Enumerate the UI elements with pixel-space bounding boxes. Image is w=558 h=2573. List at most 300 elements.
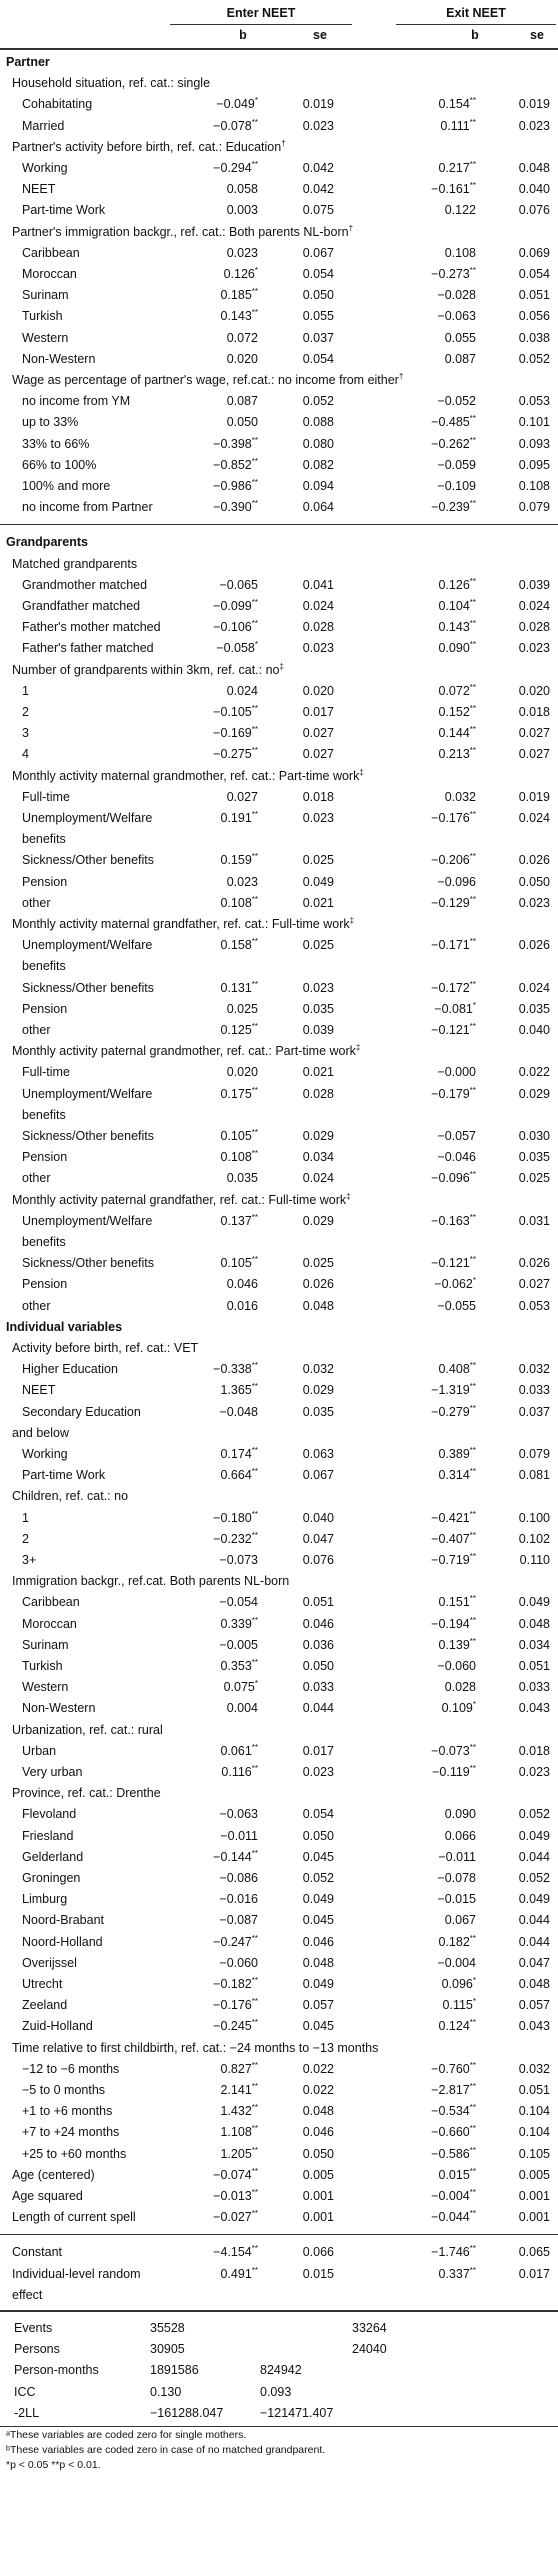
cell-value: 0.046 [302, 2125, 334, 2140]
cell-value: 0.021 [302, 1065, 334, 1080]
table-row [0, 1296, 558, 1317]
cell-value: −0.121** [431, 1021, 476, 1037]
cell-value: 0.056 [518, 309, 550, 324]
cell-value: 0.050 [302, 288, 334, 303]
table-row [0, 1465, 558, 1486]
cell-value: 0.024 [518, 980, 550, 995]
row-label: Groningen [22, 1871, 81, 1885]
row-label: Full-time [22, 1065, 70, 1080]
cell-value: 0.032 [518, 1362, 550, 1377]
table-row [0, 596, 558, 617]
cell-value: 0.027 [302, 726, 334, 741]
cell-value: 0.005 [302, 2167, 334, 2182]
row-label: Unemployment/Welfare [22, 938, 153, 953]
cell-value: 0.026 [518, 1256, 550, 1271]
row-label: Limburg [22, 1892, 68, 1907]
row-label: benefits [22, 1107, 66, 1122]
cell-value: −1.319** [431, 1382, 476, 1398]
cell-value: −0.011 [220, 1828, 258, 1843]
cell-value: 0.090** [438, 640, 476, 656]
row-label: other [22, 895, 51, 910]
table-row [0, 1677, 558, 1698]
cell-value: 0.035 [226, 1171, 258, 1186]
table-row [0, 1147, 558, 1168]
cell-value: −0.760** [431, 2060, 476, 2076]
cell-value: −0.074** [213, 2166, 258, 2182]
cell-value: 0.152** [438, 703, 476, 719]
cell-value: −0.407** [431, 1530, 476, 1546]
cell-value: −0.099** [213, 597, 258, 613]
cell-value: 0.104 [518, 2104, 550, 2119]
cell-value: 0.033 [518, 1383, 550, 1398]
cell-value: −0.016 [219, 1892, 258, 1907]
cell-value: 0.022 [302, 2061, 334, 2076]
cell-value: 0.035 [302, 1001, 334, 1016]
row-label: 1 [22, 1510, 29, 1525]
cell-value: 0.027 [518, 726, 550, 741]
footnote-rule [0, 2426, 558, 2427]
cell-value: 0.151** [438, 1594, 476, 1610]
table-row [0, 1995, 558, 2016]
cell-value: 0.159** [220, 852, 258, 868]
table-row [0, 956, 558, 977]
cell-value: 0.044 [518, 1913, 550, 1928]
cell-value: 0.026 [302, 1277, 334, 1292]
cell-value: 0.022 [518, 1065, 550, 1080]
cell-value: 0.076 [302, 1553, 334, 1567]
table-row [0, 2101, 558, 2122]
row-label: −12 to −6 months [22, 2061, 120, 2076]
cell-value: 0.087 [226, 394, 258, 409]
subheader-row [0, 914, 558, 935]
cell-value: 0.017 [302, 705, 334, 719]
cell-value: 0.081 [518, 1468, 550, 1483]
cell-value: 0.055 [444, 330, 476, 345]
cell-value: 0.139** [438, 1636, 476, 1652]
cell-value: 0.353** [220, 1657, 258, 1673]
cell-value: 0.049 [302, 874, 334, 889]
footnote: ᵃThese variables are coded zero for single mothers. [6, 2429, 247, 2441]
cell-value: 0.048 [302, 1955, 334, 1970]
table-row [0, 243, 558, 264]
cell-value: 0.001 [518, 2189, 550, 2203]
row-label: Pension [22, 1277, 68, 1292]
table-row [0, 787, 558, 808]
row-label: other [22, 1171, 51, 1186]
cell-value: 0.064 [302, 500, 334, 515]
cell-value: 0.039 [518, 577, 550, 592]
cell-value: 0.025 [302, 1256, 334, 1271]
cell-value: 0.042 [302, 161, 334, 175]
row-label: Urban [22, 1743, 57, 1758]
row-label: +25 to +60 months [22, 2146, 127, 2161]
cell-value: −0.169** [213, 725, 258, 741]
cell-value: 0.054 [302, 267, 334, 281]
summary-enter: −161288.047 [150, 2405, 224, 2420]
cell-value: 0.213** [438, 746, 476, 762]
row-label: Grandmother matched [22, 577, 148, 592]
summary-enter: 1891586 [150, 2363, 199, 2378]
table-row [0, 1380, 558, 1401]
row-label: Surinam [22, 1637, 69, 1652]
row-label: Monthly activity paternal grandfather, ref. cat.: Full-time work‡ [12, 1191, 351, 1207]
row-label: Time relative to first childbirth, ref. cat.: −24 months to −13 months [12, 2040, 379, 2055]
row-label: Moroccan [22, 267, 77, 281]
row-label: Unemployment/Welfare [22, 1086, 153, 1101]
cell-value: 0.050 [302, 2146, 334, 2161]
row-label: Province, ref. cat.: Drenthe [12, 1786, 161, 1801]
row-label: +1 to +6 months [22, 2104, 113, 2119]
cell-value: 0.001 [302, 2189, 334, 2203]
cell-value: −0.262** [431, 435, 476, 451]
cell-value: 0.076 [518, 203, 550, 218]
cell-value: 0.019 [302, 97, 334, 112]
table-row [0, 2186, 558, 2207]
table-row [0, 1062, 558, 1083]
row-label: Pension [22, 1001, 68, 1016]
cell-value: −0.294** [213, 159, 258, 175]
cell-value: 0.023 [518, 641, 550, 656]
subheader-row [0, 1041, 558, 1062]
table-row [0, 285, 558, 306]
header-exit-neet: Exit NEET [446, 6, 506, 20]
cell-value: 0.051 [518, 1659, 550, 1673]
row-label: up to 33% [22, 415, 79, 430]
row-label: Higher Education [22, 1362, 118, 1377]
header-rule [0, 48, 558, 50]
cell-value: 0.023 [518, 1765, 550, 1779]
cell-value: 0.827** [220, 2060, 258, 2076]
table-row [0, 391, 558, 412]
row-label: Moroccan [22, 1616, 77, 1631]
cell-value: 0.049 [518, 1892, 550, 1907]
table-row [0, 575, 558, 596]
cell-value: 0.042 [302, 182, 334, 197]
table-row [0, 2285, 558, 2306]
row-label: Matched grandparents [12, 556, 138, 571]
row-label: Grandfather matched [22, 599, 141, 613]
subheader-row [0, 660, 558, 681]
cell-value: 0.020 [226, 1065, 258, 1080]
table-row [0, 1698, 558, 1719]
row-label: Father's mother matched [22, 620, 161, 635]
row-label: Full-time [22, 789, 70, 804]
cell-value: 0.022 [302, 2083, 334, 2097]
table-row [0, 1084, 558, 1105]
summary-exit: 824942 [260, 2363, 302, 2378]
cell-value: 0.037 [518, 1404, 550, 1419]
cell-value: 0.001 [518, 2210, 550, 2225]
table-row [0, 1550, 558, 1571]
cell-value: 0.034 [518, 1637, 550, 1652]
cell-value: −0.161** [431, 181, 476, 197]
footnote: ᵇThese variables are coded zero in case of no matched grandparent. [6, 2444, 326, 2456]
summary-row [0, 2382, 558, 2403]
cell-value: 0.023 [518, 118, 550, 133]
summary-label: ICC [14, 2384, 36, 2399]
cell-value: 0.034 [302, 1150, 334, 1165]
row-label: Sickness/Other benefits [22, 1256, 155, 1271]
row-label: 3+ [22, 1553, 37, 1567]
table-row [0, 1614, 558, 1635]
table-row [0, 434, 558, 455]
cell-value: −0.096 [437, 874, 476, 889]
cell-value: −0.106** [213, 619, 258, 635]
cell-value: 0.075* [223, 1679, 258, 1695]
summary-exit: 0.093 [260, 2384, 292, 2399]
summary-row [0, 2339, 558, 2360]
cell-value: 0.024 [302, 1171, 334, 1186]
cell-value: 0.144** [438, 725, 476, 741]
cell-value: 0.025 [302, 938, 334, 953]
summary-exit: −121471.407 [260, 2405, 334, 2420]
cell-value: 0.075 [302, 203, 334, 218]
table-row [0, 744, 558, 765]
cell-value: 0.104 [518, 2125, 550, 2140]
cell-value: −0.057 [437, 1129, 476, 1143]
cell-value: 0.104** [438, 597, 476, 613]
cell-value: −0.176** [213, 1997, 258, 2013]
cell-value: −0.109 [437, 479, 476, 493]
cell-value: 0.027 [518, 1277, 550, 1292]
cell-value: −0.000 [437, 1065, 476, 1080]
cell-value: 0.020 [226, 351, 258, 366]
row-label: Noord-Holland [22, 1934, 103, 1949]
row-label: Non-Western [22, 1701, 96, 1716]
cell-value: 0.049 [518, 1595, 550, 1610]
cell-value: 0.079 [518, 500, 550, 515]
subheader-row [0, 370, 558, 391]
cell-value: 0.122 [444, 203, 476, 218]
cell-value: 0.067 [444, 1913, 476, 1928]
row-label: Age (centered) [12, 2167, 95, 2182]
table-row [0, 497, 558, 518]
cell-value: 0.116** [221, 1763, 258, 1779]
table-row [0, 617, 558, 638]
row-label: −5 to 0 months [22, 2083, 106, 2097]
cell-value: 0.032 [444, 789, 476, 804]
table-row [0, 681, 558, 702]
cell-value: 0.087 [444, 351, 476, 366]
cell-value: 0.023 [302, 118, 334, 133]
cell-value: 1.432** [220, 2103, 258, 2119]
cell-value: −0.065 [219, 577, 258, 592]
col-se-enter: se [313, 28, 327, 42]
row-label: Grandparents [6, 535, 88, 550]
cell-value: −0.015 [437, 1892, 476, 1907]
cell-value: 0.174** [220, 1445, 258, 1461]
table-row [0, 1126, 558, 1147]
table-row [0, 158, 558, 179]
row-label: 2 [22, 705, 29, 719]
row-label: Partner's immigration backgr., ref. cat.: Both parents NL-born† [12, 223, 354, 239]
table-row [0, 638, 558, 659]
cell-value: −0.048 [219, 1404, 258, 1419]
cell-value: 0.055 [302, 309, 334, 324]
row-label: +7 to +24 months [22, 2125, 120, 2140]
cell-value: 1.108** [220, 2124, 258, 2140]
row-label: Partner [6, 55, 50, 69]
cell-value: −0.129** [431, 894, 476, 910]
cell-value: 0.048 [518, 161, 550, 175]
cell-value: 0.072** [438, 682, 476, 698]
cell-value: 0.020 [302, 683, 334, 698]
cell-value: 0.024 [518, 599, 550, 613]
summary-label: Persons [14, 2342, 60, 2357]
cell-value: −0.063 [437, 309, 476, 324]
cell-value: 0.143** [220, 308, 258, 324]
subheader-row [0, 137, 558, 158]
summary-row [0, 2318, 558, 2339]
cell-value: 0.003 [226, 203, 258, 218]
row-label: Non-Western [22, 351, 96, 366]
cell-value: 0.016 [226, 1298, 258, 1313]
cell-value: 0.040 [518, 1023, 550, 1037]
cell-value: 0.021 [302, 895, 334, 910]
cell-value: −0.013** [213, 2187, 258, 2203]
cell-value: 0.036 [302, 1637, 334, 1652]
cell-value: −0.390** [213, 499, 258, 515]
cell-value: 0.023 [226, 245, 258, 260]
table-row [0, 1211, 558, 1232]
cell-value: 0.035 [518, 1150, 550, 1165]
row-label: Number of grandparents within 3km, ref. cat.: no‡ [12, 661, 284, 677]
cell-value: 0.027 [226, 789, 258, 804]
row-label: other [22, 1023, 51, 1037]
cell-value: −0.063 [219, 1807, 258, 1822]
table-row [0, 1953, 558, 1974]
table-row [0, 872, 558, 893]
cell-value: −0.163** [431, 1212, 476, 1228]
table-row [0, 935, 558, 956]
row-label: Utrecht [22, 1977, 63, 1991]
table-row [0, 1804, 558, 1825]
cell-value: −0.534** [431, 2103, 476, 2119]
cell-value: 0.052 [302, 394, 334, 409]
table-row [0, 978, 558, 999]
cell-value: 0.045 [302, 1849, 334, 1864]
summary-rule [0, 2310, 558, 2312]
cell-value: −0.485** [431, 414, 476, 430]
cell-value: 0.069 [518, 245, 550, 260]
cell-value: 0.111** [440, 117, 476, 133]
table-row [0, 850, 558, 871]
cell-value: 0.027 [518, 747, 550, 762]
cell-value: −0.172** [431, 979, 476, 995]
table-row [0, 179, 558, 200]
cell-value: −0.398** [213, 435, 258, 451]
col-se-exit: se [530, 28, 544, 42]
table-row [0, 2207, 558, 2228]
cell-value: 0.057 [302, 1998, 334, 2013]
table-row [0, 264, 558, 285]
section-rule [0, 2234, 558, 2235]
summary-label: -2LL [14, 2405, 40, 2420]
cell-value: 0.025 [518, 1171, 550, 1186]
cell-value: 0.038 [518, 330, 550, 345]
row-label: Sickness/Other benefits [22, 980, 155, 995]
row-label: Cohabitating [22, 97, 93, 112]
summary-exit: 33264 [352, 2321, 387, 2335]
cell-value: 0.090 [444, 1807, 476, 1822]
summary-row [0, 2360, 558, 2381]
table-row [0, 2144, 558, 2165]
col-b-enter: b [239, 28, 247, 42]
cell-value: 0.389** [438, 1445, 476, 1461]
cell-value: 0.035 [302, 1404, 334, 1419]
cell-value: −0.171** [431, 937, 476, 953]
cell-value: 0.049 [518, 1828, 550, 1843]
cell-value: −0.852** [213, 456, 258, 472]
row-label: Turkish [22, 1659, 63, 1673]
cell-value: 0.032 [302, 1362, 334, 1377]
cell-value: 0.023 [302, 811, 334, 825]
cell-value: 0.023 [302, 1765, 334, 1779]
cell-value: −0.176** [431, 809, 476, 825]
row-label: no income from YM [22, 394, 131, 409]
section-header [0, 1317, 558, 1338]
cell-value: 0.491** [220, 2265, 258, 2281]
cell-value: 0.030 [518, 1129, 550, 1143]
row-label: Unemployment/Welfare [22, 1213, 153, 1228]
table-row [0, 1889, 558, 1910]
cell-value: −0.060 [219, 1955, 258, 1970]
cell-value: −0.073** [431, 1742, 476, 1758]
cell-value: 0.044 [518, 1934, 550, 1949]
cell-value: 0.040 [518, 182, 550, 197]
cell-value: 0.052 [518, 351, 550, 366]
cell-value: −2.817** [431, 2081, 476, 2097]
cell-value: 0.028 [302, 1086, 334, 1101]
summary-enter: 35528 [150, 2321, 185, 2335]
cell-value: 0.023 [302, 980, 334, 995]
table-row [0, 1656, 558, 1677]
cell-value: 0.044 [302, 1701, 334, 1716]
table-row [0, 2059, 558, 2080]
row-label: benefits [22, 959, 66, 974]
cell-value: −0.194** [431, 1615, 476, 1631]
cell-value: 0.061** [220, 1742, 258, 1758]
cell-value: 0.035 [518, 1001, 550, 1016]
cell-value: 0.032 [518, 2061, 550, 2076]
table-row [0, 349, 558, 370]
row-label: Gelderland [22, 1849, 84, 1864]
table-row [0, 702, 558, 723]
cell-value: 0.019 [518, 789, 550, 804]
cell-value: −0.986** [213, 477, 258, 493]
col-b-exit: b [471, 28, 479, 42]
cell-value: 0.125** [220, 1021, 258, 1037]
cell-value: 0.080 [302, 436, 334, 451]
cell-value: −0.055 [437, 1298, 476, 1313]
row-label: 4 [22, 747, 29, 762]
cell-value: 0.082 [302, 457, 334, 472]
cell-value: 0.052 [518, 1807, 550, 1822]
table-row [0, 476, 558, 497]
cell-value: −0.027** [213, 2209, 258, 2225]
cell-value: 0.126** [438, 576, 476, 592]
cell-value: −0.044** [431, 2209, 476, 2225]
cell-value: 0.031 [518, 1213, 550, 1228]
cell-value: −0.004** [431, 2187, 476, 2203]
table-row [0, 328, 558, 349]
cell-value: 0.024 [302, 599, 334, 613]
row-label: Wage as percentage of partner's wage, ref.cat.: no income from either† [12, 371, 404, 387]
cell-value: 0.029 [302, 1383, 334, 1398]
cell-value: 0.217** [438, 159, 476, 175]
summary-enter: 0.130 [150, 2384, 182, 2399]
cell-value: 0.043 [518, 2019, 550, 2034]
